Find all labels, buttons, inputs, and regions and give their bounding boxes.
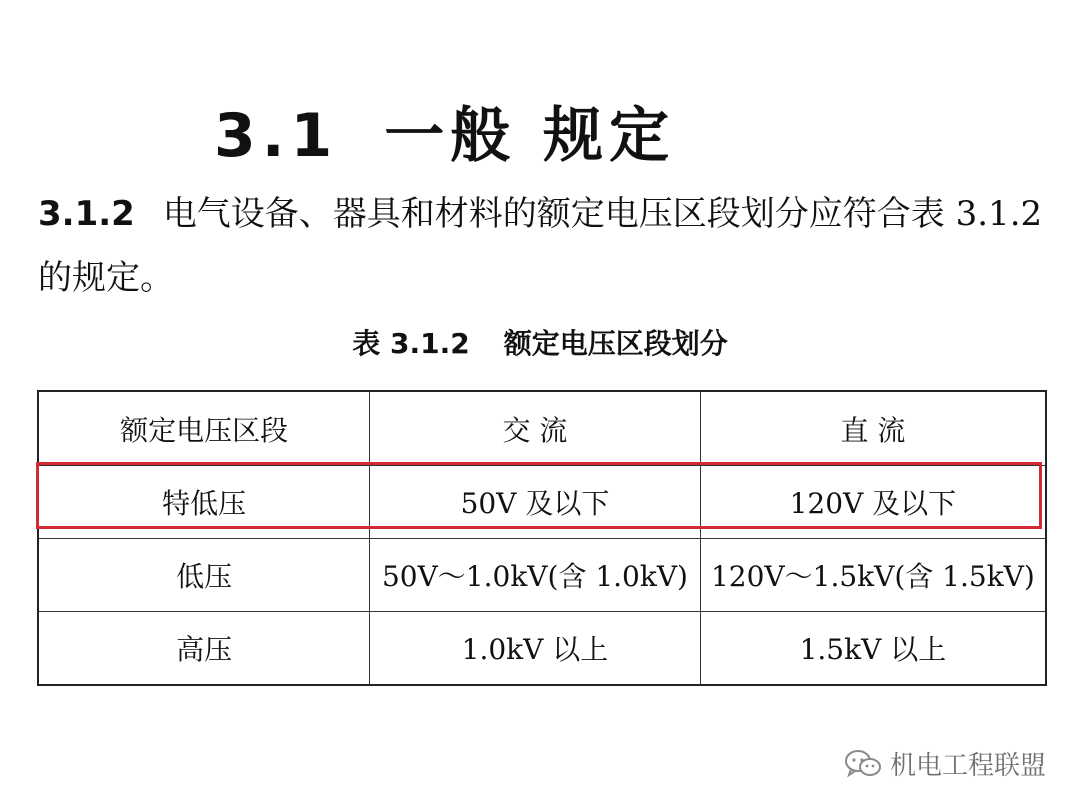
watermark-text: 机电工程联盟	[889, 751, 1046, 781]
table-cell: 特低压	[38, 466, 370, 539]
table-cell: 高压	[38, 612, 370, 686]
table-caption-number: 表 3.1.2	[352, 327, 470, 360]
table-row	[38, 539, 1046, 612]
table-cell: 50V 及以下	[370, 466, 701, 539]
table-cell: 1.5kV 以上	[700, 612, 1046, 686]
clause-text: 电气设备、器具和材料的额定电压区段划分应符合表 3.1.2 的规定。	[38, 194, 1043, 298]
header-cell: 直 流	[700, 391, 1046, 466]
section-heading	[214, 88, 675, 174]
table-cell: 120V 及以下	[700, 466, 1046, 539]
table-caption-title: 额定电压区段划分	[503, 327, 728, 360]
table-row	[38, 466, 1046, 539]
table-cell: 低压	[38, 539, 370, 612]
wechat-icon	[844, 749, 882, 779]
table-cell: 1.0kV 以上	[370, 612, 701, 686]
clause-paragraph	[38, 182, 1048, 310]
watermark	[844, 745, 1046, 782]
header-cell: 交 流	[370, 391, 701, 466]
header-cell: 额定电压区段	[38, 391, 370, 466]
clause-number: 3.1.2	[38, 194, 135, 234]
table-row	[38, 612, 1046, 686]
table-caption	[0, 322, 1080, 362]
table-cell: 50V～1.0kV(含 1.0kV)	[370, 539, 701, 612]
voltage-range-table	[37, 390, 1047, 686]
section-title: 一般 规定	[384, 101, 676, 171]
table-header-row	[38, 391, 1046, 466]
section-number: 3.1	[214, 101, 339, 171]
table-cell: 120V～1.5kV(含 1.5kV)	[700, 539, 1046, 612]
